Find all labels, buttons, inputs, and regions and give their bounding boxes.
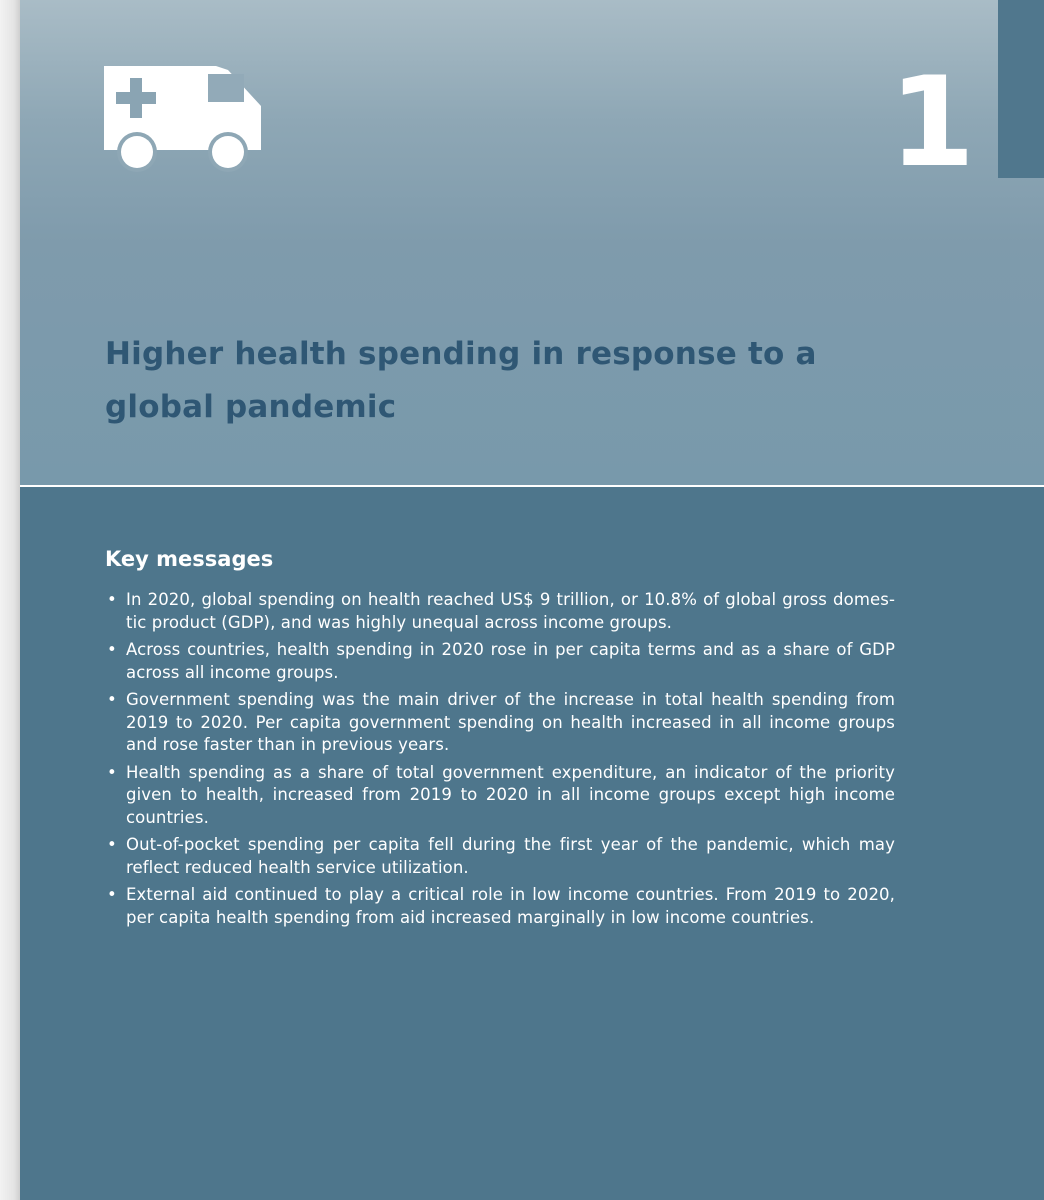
bullet-icon: • <box>107 590 117 609</box>
document-page <box>20 0 1044 1200</box>
bullet-icon: • <box>107 762 117 782</box>
list-item <box>105 589 895 634</box>
list-item-text: Out-of-pocket spending per capita fell during the first year of the pandemic, which may reflect reduced health service utilization. <box>126 835 895 877</box>
list-item-text: Government spending was the main driver of the increase in total health spending from 2019 to 2020. Per capita government spending on health increased in all income groups and rose faster than in previous years. <box>126 690 895 754</box>
list-item-text: Across countries, health spending in 2020 rose in per capita terms and as a share of GDP across all income groups. <box>126 640 895 682</box>
list-item <box>105 762 895 830</box>
list-item <box>105 689 895 757</box>
key-messages-heading: Key messages <box>105 547 274 571</box>
list-item <box>105 639 895 684</box>
list-item-text: In 2020, global spending on health reached US$ 9 trillion, or 10.8% of global gross domes-tic product (GDP), and was highly unequal across income groups. <box>126 590 895 632</box>
chapter-number: 1 <box>888 51 974 195</box>
bullet-icon: • <box>107 885 117 904</box>
chapter-header <box>20 0 1044 485</box>
list-item-text: External aid continued to play a critical role in low income countries. From 2019 to 2020, per capita health spending from aid increased marginally in low income countries. <box>126 885 895 927</box>
key-messages-list <box>105 589 895 934</box>
chapter-title: Higher health spending in response to a global pandemic <box>105 336 817 425</box>
page-edge <box>0 0 20 1200</box>
ambulance-icon <box>104 64 264 172</box>
bullet-icon: • <box>107 640 117 659</box>
bullet-icon: • <box>107 690 117 709</box>
list-item <box>105 884 895 929</box>
bullet-icon: • <box>107 835 117 854</box>
header-divider <box>20 485 1044 487</box>
list-item <box>105 834 895 879</box>
list-item-text: Health spending as a share of total government expenditure, an indicator of the priority given to health, increased from 2019 to 2020 in all income groups except high income countries. <box>126 762 895 827</box>
chapter-tab <box>998 0 1044 178</box>
